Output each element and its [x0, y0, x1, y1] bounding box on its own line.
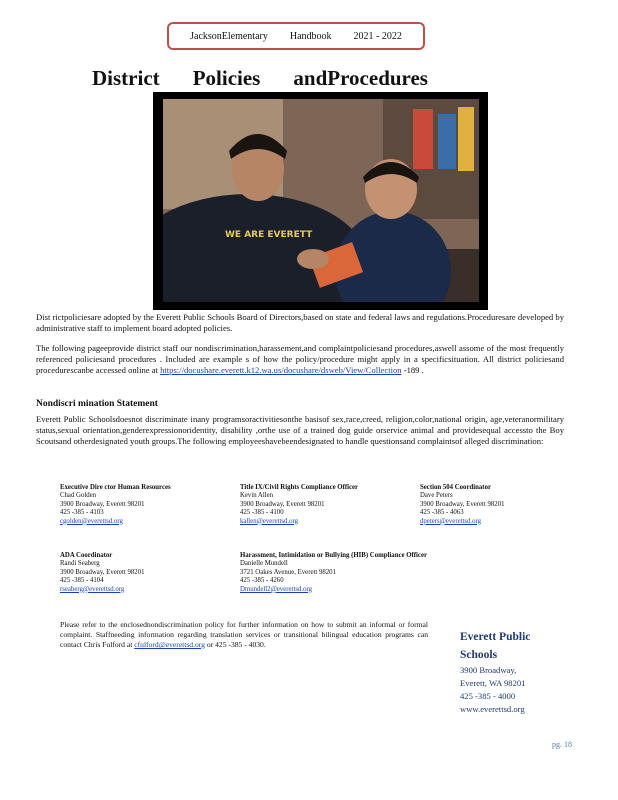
district-address-line1: 3900 Broadway,	[460, 665, 517, 675]
contact-email-link[interactable]: dpeters@everettsd.org	[420, 517, 482, 525]
contact-title: ADA Coordinator	[60, 552, 113, 559]
page-title	[92, 66, 428, 91]
shirt-text: WE ARE EVERETT	[225, 230, 313, 240]
contact-email-link[interactable]: rseaberg@everettsd.org	[60, 585, 125, 593]
district-address-line2: Everett, WA 98201	[460, 678, 526, 688]
nondiscrimination-paragraph: Everett Public Schoolsdoesnot discriminate inany programsoractivitiesonthe basisof sex,race,creed, religion,color,national origin, age,veteranormilitary status,sexual orientation,genderexpressionoridentity, disability ,orthe use of a trained dog guide orservice animal and providesequal accessto the Boy Scoutsand otherdesignated youth groups.The following employeeshavebeendesignated to handle questionsand complaintsof alleged discrimination:	[36, 414, 564, 446]
contact-title: Harassment, Intimidation or Bullying (HIB) Compliance Officer	[240, 552, 427, 559]
policies-access-suffix: -189 .	[403, 365, 424, 375]
contact-card	[240, 552, 436, 594]
policies-access-text: The following pageeprovide district staff our nondiscrimination,harassement,and complaintpoliciesand procedures,aswell assome of the most frequently referenced policiesand procedures . Included are example s of how the policy/procedure might apply in a specificsituation. All district policiesand procedurescanbe accessed online at	[36, 343, 564, 375]
contact-name: Chad Golden	[60, 492, 97, 500]
contact-phone: 425 -385 - 4104	[60, 577, 104, 585]
contact-card	[420, 484, 580, 526]
contact-title: Executive Dire ctor Human Resources	[60, 484, 171, 491]
title-word: District	[92, 66, 160, 90]
district-phone: 425 -385 - 4000	[460, 691, 516, 701]
contact-email-link[interactable]: cgolden@everettsd.org	[60, 517, 123, 525]
district-contact-sidebar	[460, 628, 570, 716]
fulford-email-link[interactable]: cfulford@everettsd.org	[134, 640, 205, 649]
students-photo	[163, 99, 479, 302]
contact-title: Section 504 Coordinator	[420, 484, 491, 491]
note-text: Please refer to the enclosednondiscrimination policy for further information on how to submit an informal or formal complaint. Staffneeding information regarding translation services or transitional bilingual education programs can contact Chris Fulford at	[60, 620, 428, 649]
photo-frame	[153, 92, 488, 310]
contact-address: 3900 Broadway, Everett 98201	[240, 500, 325, 508]
contact-phone: 425 -385 - 4103	[60, 509, 104, 517]
district-website: www.everettsd.org	[460, 704, 525, 714]
language-services-note	[60, 620, 428, 650]
contact-address: 3721 Oakes Avenue, Everett 98201	[240, 568, 336, 576]
contact-address: 3900 Broadway, Everett 98201	[60, 500, 145, 508]
nondiscrimination-heading: Nondiscri mination Statement	[36, 399, 158, 409]
contact-address: 3900 Broadway, Everett 98201	[60, 568, 145, 576]
header-doc: Handbook	[289, 30, 332, 42]
header-years: 2021 - 2022	[353, 30, 402, 42]
page-number: pg. 18	[552, 740, 572, 749]
contact-phone: 425 -385 - 4063	[420, 509, 464, 517]
title-word: Policies	[192, 66, 261, 90]
contact-name: Danielle Mundell	[240, 560, 288, 568]
contact-phone: 425 -385 - 4260	[240, 577, 284, 585]
contact-card	[60, 552, 220, 594]
docushare-link[interactable]: https://docushare.everett.k12.wa.us/docushare/dsweb/View/Collection	[160, 365, 402, 375]
contact-phone: 425 -385 - 4100	[240, 509, 284, 517]
contact-card	[240, 484, 420, 526]
contact-address: 3900 Broadway, Everett 98201	[420, 500, 505, 508]
contact-card	[60, 484, 220, 526]
contact-name: Kevin Allen	[240, 492, 274, 500]
page-header	[167, 22, 425, 50]
contact-name: Randi Seaberg	[60, 560, 100, 568]
note-suffix: or 425 -385 - 4030.	[206, 640, 266, 649]
contact-email-link[interactable]: kallen@everettsd.org	[240, 517, 299, 525]
contact-name: Dave Peters	[420, 492, 453, 500]
contact-email-link[interactable]: Dmundell2@everettsd.org	[240, 585, 313, 593]
students-illustration	[163, 99, 479, 302]
title-word: andProcedures	[293, 66, 428, 90]
policies-paragraph: Dist rictpoliciesare adopted by the Everett Public Schools Board of Directors,based on state and federal laws and regulations.Proceduresare developed by administrative staff to implement board adopted policies.	[36, 312, 564, 333]
contact-title: Title IX/Civil Rights Compliance Officer	[240, 484, 359, 491]
district-name: Everett Public Schools	[460, 631, 531, 661]
header-school: JacksonElementary	[190, 30, 268, 42]
policies-access-paragraph	[36, 343, 564, 376]
